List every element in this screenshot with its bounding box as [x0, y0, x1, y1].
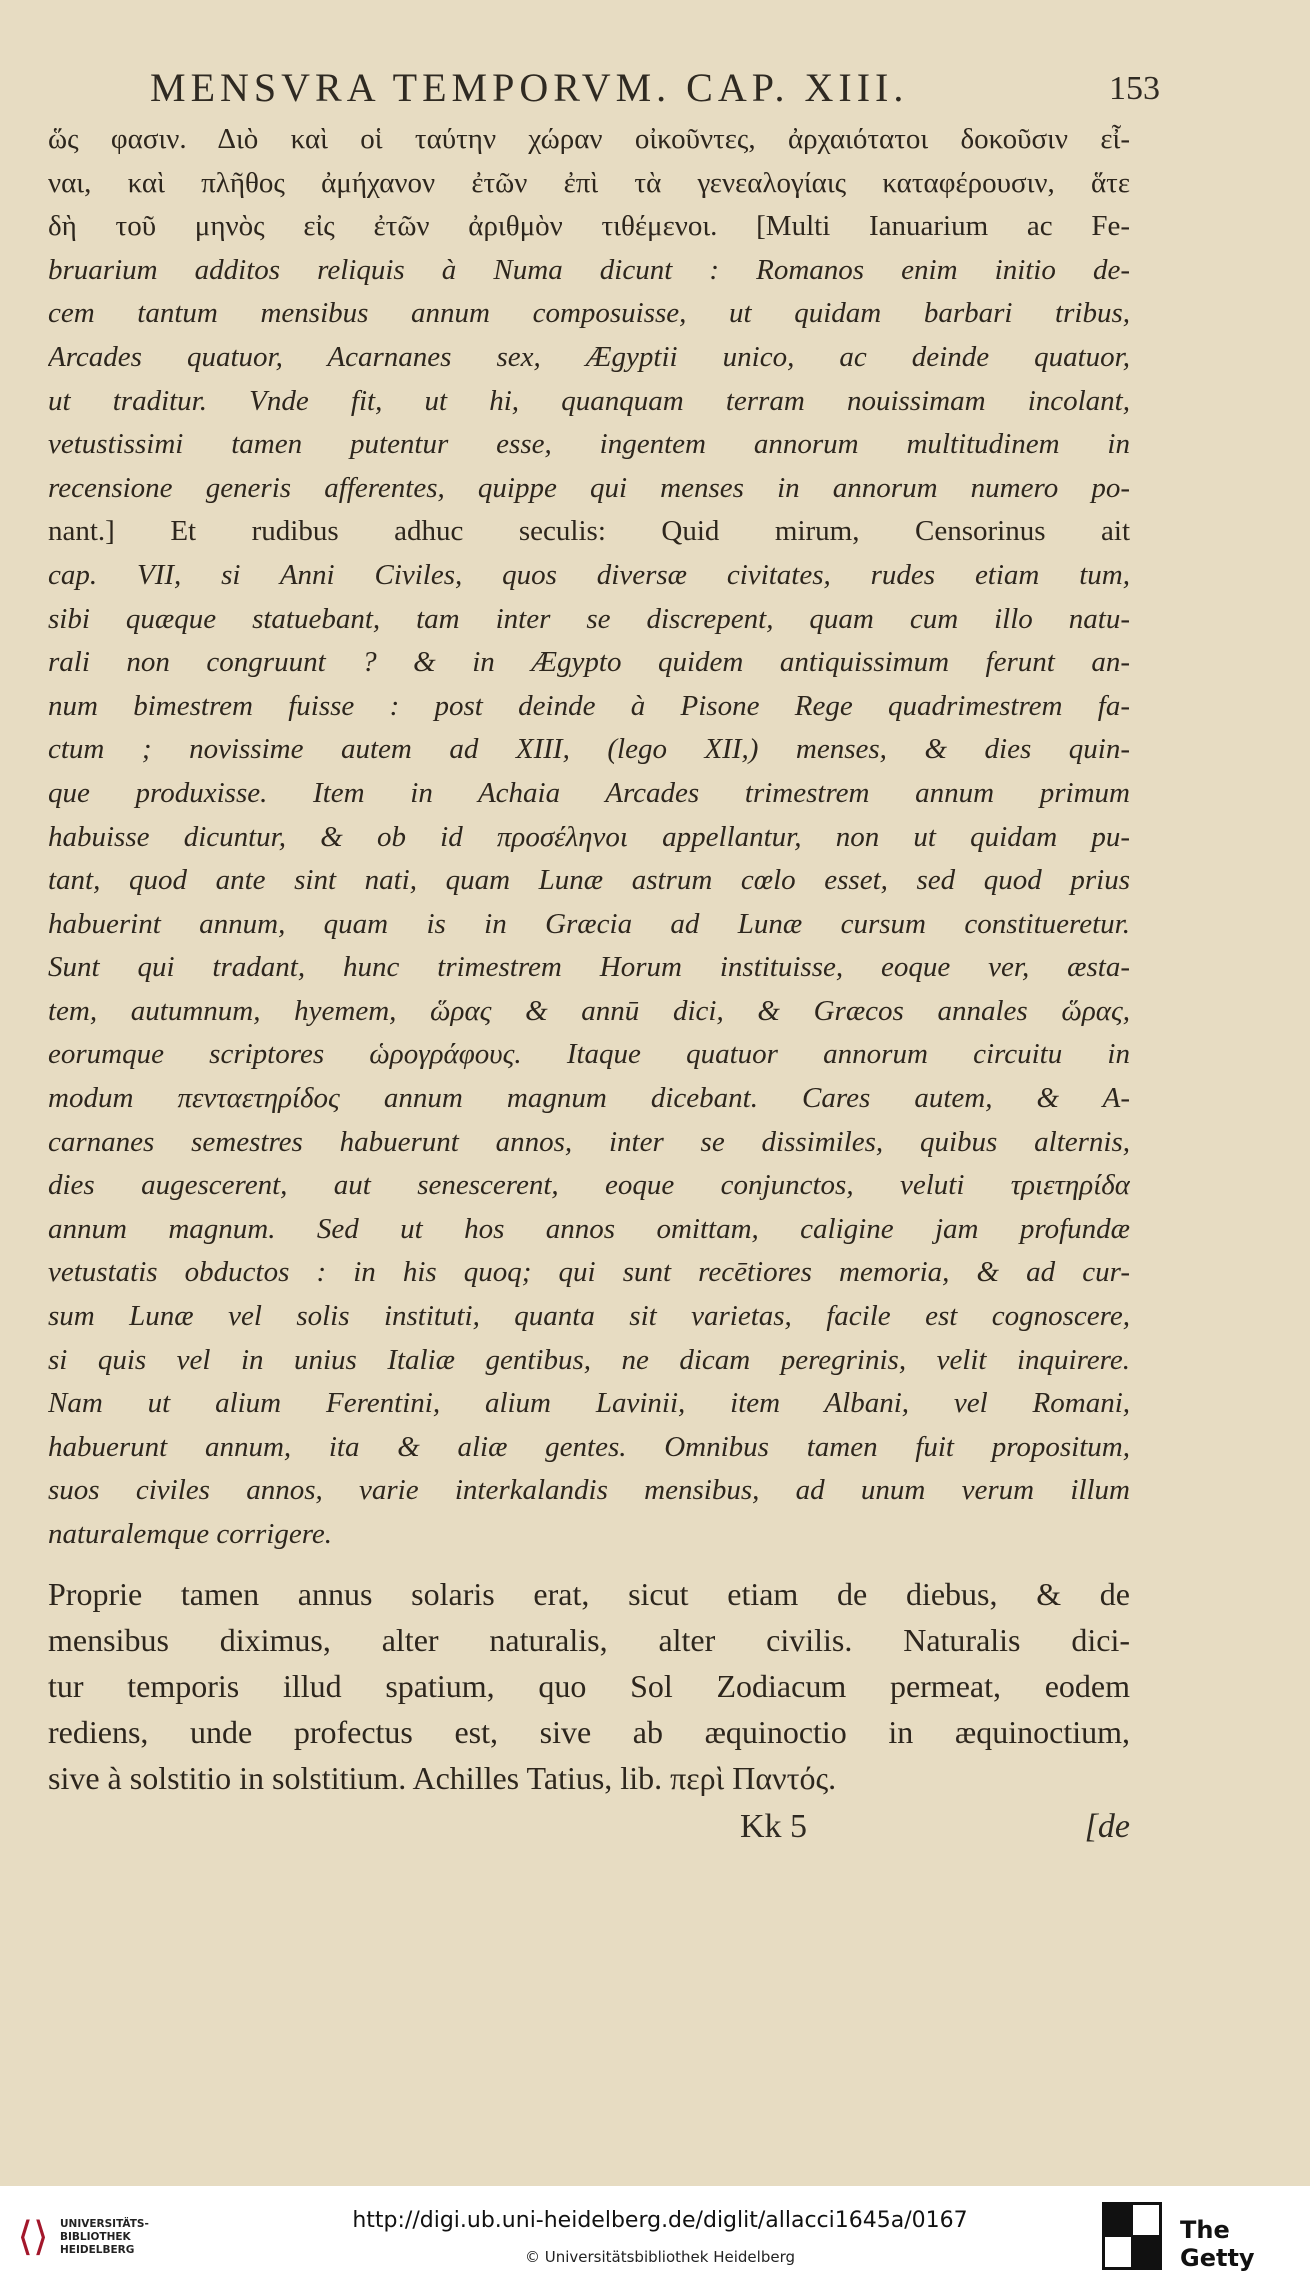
text-line: rali non congruunt ? & in Ægypto quidem antiquissimum ferunt an-: [48, 646, 1130, 679]
text-line: sibi quæque statuebant, tam inter se discrepent, quam cum illo natu-: [48, 602, 1130, 635]
text-line: δὴ τοῦ μηνὸς εἰς ἐτῶν ἀριθμὸν τιθέμενοι. [Multi Ianuarium ac Fe-: [48, 210, 1130, 243]
text-line: eorumque scriptores ὡρογράφους. Itaque quatuor annorum circuitu in: [48, 1038, 1130, 1071]
paragraph: [48, 118, 1130, 1557]
text-line: ctum ; novissime autem ad XIII, (lego XII,) menses, & dies quin-: [48, 733, 1130, 766]
text-line: tant, quod ante sint nati, quam Lunæ astrum cœlo esset, sed quod prius: [48, 864, 1130, 897]
logo-line: BIBLIOTHEK: [60, 2230, 131, 2243]
text-line: ναι, καὶ πλῆθος ἀμήχανον ἐτῶν ἐπὶ τὰ γενεαλογίαις καταφέρουσιν, ἅτε: [48, 166, 1130, 199]
text-line: carnanes semestres habuerunt annos, inter se dissimiles, quibus alternis,: [48, 1125, 1130, 1158]
text-line: rediens, unde profectus est, sive ab æquinoctio in æquinoctium,: [48, 1713, 1130, 1750]
running-title: MENSVRA TEMPORVM. CAP. XIII.: [150, 65, 909, 110]
copyright-notice: © Universitätsbibliothek Heidelberg: [524, 2248, 795, 2266]
text-line: naturalemque corrigere.: [48, 1518, 333, 1550]
catchword: [de: [1084, 1808, 1130, 1845]
logo-line: HEIDELBERG: [60, 2243, 135, 2256]
text-line: habuerint annum, quam is in Græcia ad Lunæ cursum constitueretur.: [48, 907, 1130, 940]
page-header: [150, 64, 1160, 124]
text-line: mensibus diximus, alter naturalis, alter civilis. Naturalis dici-: [48, 1621, 1130, 1658]
getty-logo-icon[interactable]: [1102, 2202, 1162, 2270]
page-number: 153: [1109, 70, 1160, 107]
signature-mark: Kk 5: [740, 1808, 808, 1845]
text-line: ὥς φασιν. Διὸ καὶ οἱ ταύτην χώραν οἰκοῦντες, ἀρχαιότατοι δοκοῦσιν εἶ-: [48, 123, 1130, 155]
text-line: sive à solstitio in solstitium. Achilles Tatius, lib. περὶ Παντός.: [48, 1759, 837, 1796]
text-line: ut traditur. Vnde fit, ut hi, quanquam terram nouissimam incolant,: [48, 384, 1130, 417]
footer: [0, 2186, 1310, 2284]
text-line: tem, autumnum, hyemem, ὥρας & annū dici, & Græcos annales ὥρας,: [48, 994, 1130, 1027]
text-line: recensione generis afferentes, quippe qui menses in annorum numero po-: [48, 471, 1130, 504]
text-line: num bimestrem fuisse : post deinde à Pisone Rege quadrimestrem fa-: [48, 689, 1130, 722]
text-line: bruarium additos reliquis à Numa dicunt : Romanos enim initio de-: [48, 253, 1130, 286]
text-line: Proprie tamen annus solaris erat, sicut etiam de diebus, & de: [48, 1575, 1130, 1612]
text-line: vetustatis obductos : in his quoq; qui sunt recētiores memoria, & ad cur-: [48, 1256, 1130, 1289]
university-library-logo[interactable]: [12, 2206, 182, 2268]
text-line: annum magnum. Sed ut hos annos omittam, caligine jam profundæ: [48, 1212, 1130, 1245]
text-line: modum πενταετηρίδος annum magnum dicebant. Cares autem, & A-: [48, 1082, 1130, 1115]
text-line: Sunt qui tradant, hunc trimestrem Horum instituisse, eoque ver, æsta-: [48, 951, 1130, 984]
text-line: suos civiles annos, varie interkalandis mensibus, ad unum verum illum: [48, 1474, 1130, 1507]
logo-line: UNIVERSITÄTS-: [60, 2217, 149, 2230]
text-line: habuisse dicuntur, & ob id προσέληνοι appellantur, non ut quidam pu-: [48, 820, 1130, 853]
text-line: Nam ut alium Ferentini, alium Lavinii, item Albani, vel Romani,: [48, 1387, 1130, 1420]
catch-line: [740, 1808, 1130, 1854]
text-line: cap. VII, si Anni Civiles, quos diversæ civitates, rudes etiam tum,: [48, 558, 1130, 591]
library-emblem-icon: ⟨⟩: [17, 2214, 49, 2260]
text-line: vetustissimi tamen putentur esse, ingentem annorum multitudinem in: [48, 428, 1130, 461]
text-line: tur temporis illud spatium, quo Sol Zodiacum permeat, eodem: [48, 1667, 1130, 1704]
text-line: cem tantum mensibus annum composuisse, ut quidam barbari tribus,: [48, 297, 1130, 330]
source-url-link[interactable]: http://digi.ub.uni-heidelberg.de/diglit/allacci1645a/0167: [352, 2208, 968, 2233]
getty-label[interactable]: The Getty: [1180, 2216, 1255, 2272]
text-line: que produxisse. Item in Achaia Arcades trimestrem annum primum: [48, 776, 1130, 809]
text-line: nant.] Et rudibus adhuc seculis: Quid mirum, Censorinus ait: [48, 515, 1130, 548]
text-line: sum Lunæ vel solis instituti, quanta sit varietas, facile est cognoscere,: [48, 1300, 1130, 1333]
text-line: habuerunt annum, ita & aliæ gentes. Omnibus tamen fuit propositum,: [48, 1430, 1130, 1463]
paragraph: [48, 1571, 1130, 1801]
text-line: dies augescerent, aut senescerent, eoque conjunctos, veluti τριετηρίδα: [48, 1169, 1130, 1202]
paragraph-gap: [48, 1557, 1130, 1571]
library-logo-text: [60, 2218, 149, 2257]
body-text: [48, 118, 1130, 1801]
text-line: Arcades quatuor, Acarnanes sex, Ægyptii unico, ac deinde quatuor,: [48, 340, 1130, 373]
text-line: si quis vel in unius Italiæ gentibus, ne dicam peregrinis, velit inquirere.: [48, 1343, 1130, 1376]
